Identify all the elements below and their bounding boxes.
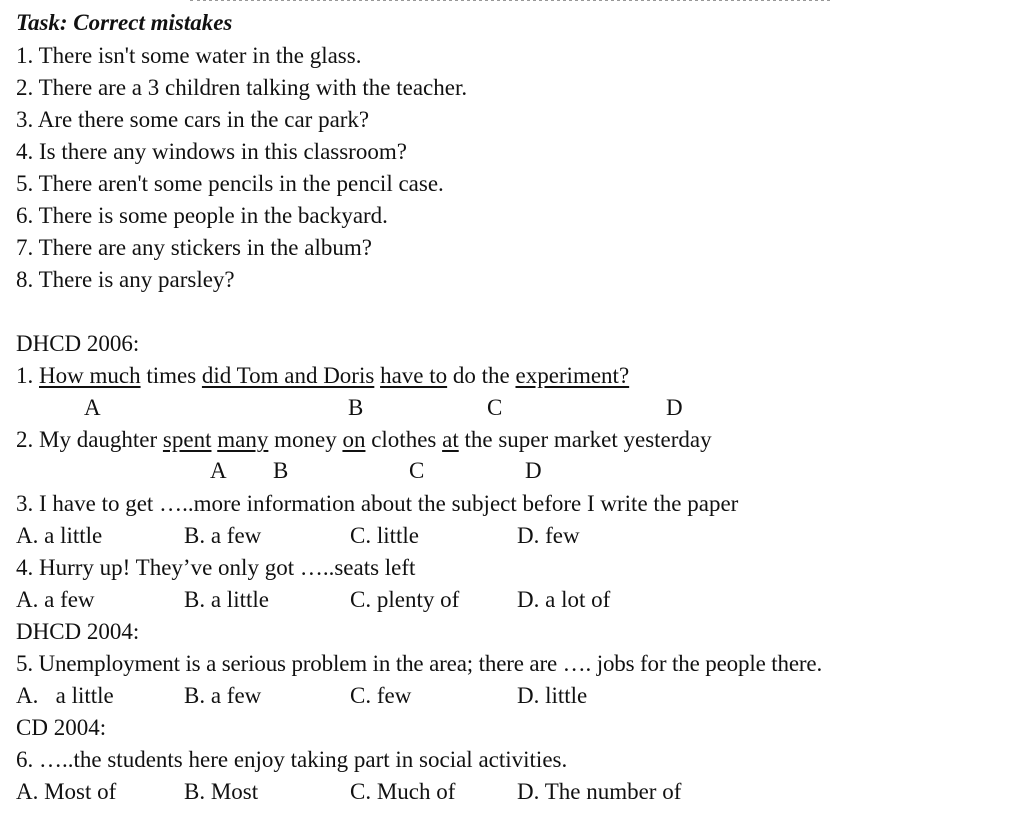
q1-text: times [140,363,202,388]
q2-underlined-b: many [217,427,269,452]
q1-underlined-a: How much [39,363,141,388]
q4-option-c: C. plenty of [350,587,460,612]
question-4-stem: 4. Hurry up! They’ve only got …..seats left [16,555,416,580]
question-6-stem: 6. …..the students here enjoy taking part in social activities. [16,747,568,772]
q1-underlined-d: experiment? [515,363,630,388]
question-3-stem: 3. I have to get …..more information about the subject before I write the paper [16,491,739,516]
task-item-8: 8. There is any parsley? [16,267,235,292]
q1-letter-c: C [487,395,503,420]
task-item-7: 7. There are any stickers in the album? [16,235,372,260]
q2-letter-a: A [210,458,227,483]
q5-option-d: D. little [517,683,588,708]
task-item-6: 6. There is some people in the backyard. [16,203,388,228]
q2-text: the super market yesterday [458,427,712,452]
q1-number: 1. [16,363,39,388]
q2-letter-d: D [525,458,542,483]
question-5-stem: 5. Unemployment is a serious problem in the area; there are …. jobs for the people there. [16,651,823,676]
q2-text: clothes [365,427,443,452]
q1-letter-d: D [666,395,683,420]
q2-underlined-d: at [442,427,459,452]
q3-option-d: D. few [517,523,580,548]
section-heading-dhcd-2006: DHCD 2006: [16,331,140,356]
q1-text: do the [447,363,516,388]
q4-option-b: B. a little [184,587,269,612]
q2-underlined-c: on [342,427,366,452]
q1-letter-a: A [84,395,101,420]
q2-text: 2. My daughter [16,427,163,452]
q6-option-b: B. Most [184,779,259,804]
q2-underlined-a: spent [162,427,212,452]
question-2-sentence [16,426,712,454]
section-heading-cd-2004: CD 2004: [16,715,107,740]
q4-option-a: A. a few [16,587,95,612]
task-item-1: 1. There isn't some water in the glass. [16,43,362,68]
task-item-3: 3. Are there some cars in the car park? [16,107,370,132]
task-item-5: 5. There aren't some pencils in the pencil case. [16,171,444,196]
q6-option-a: A. Most of [16,779,117,804]
cropped-previous-line [190,0,830,7]
q6-option-c: C. Much of [350,779,456,804]
task-item-2: 2. There are a 3 children talking with the teacher. [16,75,468,100]
q4-option-d: D. a lot of [517,587,611,612]
q5-option-a: A. a little [16,683,114,708]
task-item-4: 4. Is there any windows in this classroom? [16,139,407,164]
q5-option-c: C. few [350,683,412,708]
q3-option-b: B. a few [184,523,262,548]
section-heading-dhcd-2004: DHCD 2004: [16,619,140,644]
q2-letter-c: C [409,458,425,483]
q3-option-a: A. a little [16,523,103,548]
q3-option-c: C. little [350,523,419,548]
task-title: Task: Correct mistakes [16,10,233,35]
q1-underlined-c: have to [380,363,448,388]
q6-option-d: D. The number of [517,779,682,804]
q1-letter-b: B [348,395,364,420]
q1-underlined-b: did Tom and Doris [201,363,375,388]
q2-text: money [268,427,343,452]
q2-letter-b: B [273,458,289,483]
q5-option-b: B. a few [184,683,262,708]
question-1-sentence [16,362,629,390]
